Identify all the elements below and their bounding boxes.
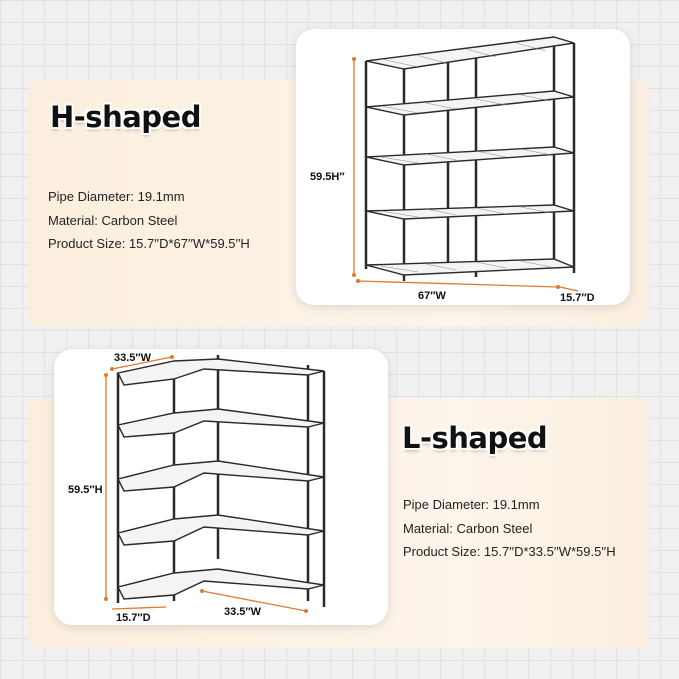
h-spec-pipe: Pipe Diameter: 19.1mm — [48, 189, 185, 204]
h-dim-depth: 15.7′′D — [560, 292, 595, 304]
l-spec-size: Product Size: 15.7′′D*33.5′′W*59.5′′H — [403, 544, 616, 559]
l-dim-top-width: 33.5′′W — [114, 352, 152, 364]
l-spec-material: Material: Carbon Steel — [403, 521, 533, 536]
l-dim-height: 59.5′′H — [68, 484, 103, 496]
wire-shelf-h-illustration — [296, 29, 630, 305]
h-spec-material: Material: Carbon Steel — [48, 213, 178, 228]
h-spec-size: Product Size: 15.7′′D*67′′W*59.5′′H — [48, 236, 250, 251]
wire-shelf-l-illustration — [54, 349, 388, 625]
h-dim-height: 59.5H′′ — [310, 171, 345, 183]
l-shaped-title: L-shaped — [402, 421, 548, 455]
l-spec-pipe: Pipe Diameter: 19.1mm — [403, 497, 540, 512]
h-dim-width: 67′′W — [418, 290, 446, 302]
h-shaped-image-card — [296, 29, 630, 305]
l-dim-depth: 15.7′′D — [116, 612, 151, 624]
h-shaped-title: H-shaped — [50, 100, 201, 134]
l-shaped-image-card — [54, 349, 388, 625]
l-dim-bottom-width: 33.5′′W — [224, 606, 262, 618]
